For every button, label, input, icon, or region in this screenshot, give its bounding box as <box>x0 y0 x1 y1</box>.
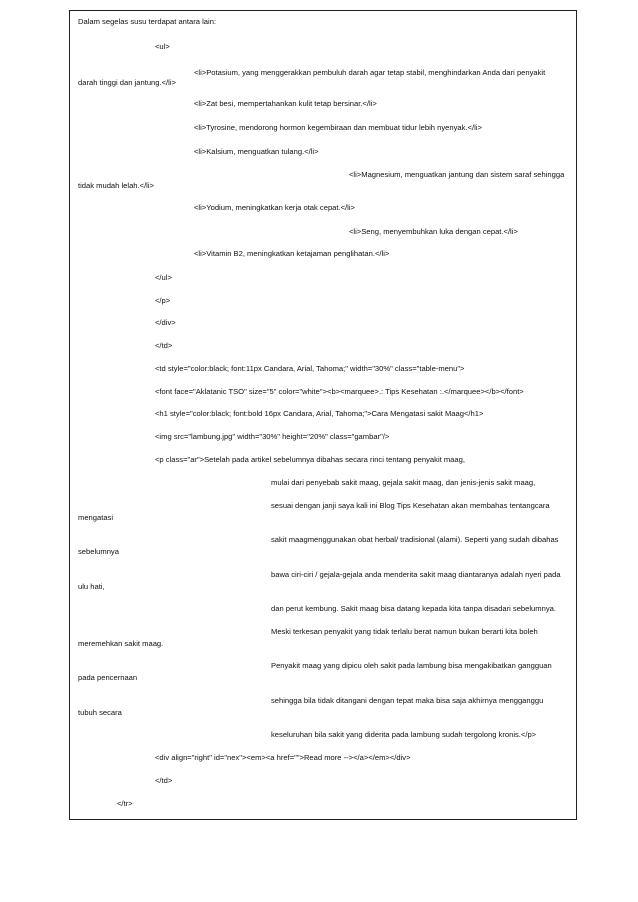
text-line: </tr> <box>117 799 133 808</box>
text-line: <li>Tyrosine, mendorong hormon kegembiraan dan membuat tidur lebih nyenyak.</li> <box>194 123 482 132</box>
text-line: </p> <box>155 296 171 305</box>
text-line: </div> <box>155 318 176 327</box>
text-line: dan perut kembung. Sakit maag bisa datang kepada kita tanpa disadari sebelumnya. <box>271 604 556 613</box>
text-line: <img src="lambung.jpg" width="30%" height="20%" class="gambar"/> <box>155 432 390 441</box>
text-line: <h1 style="color:black; font:bold 16px Candara, Arial, Tahoma;">Cara Mengatasi sakit Maag</h1> <box>155 409 484 418</box>
text-line: <font face="Aklatanic TSO" size="5" color="white"><b><marquee>.: Tips Kesehatan :.</marquee></b></font> <box>155 387 524 396</box>
text-line: <li>Yodium, meningkatkan kerja otak cepat.</li> <box>194 203 355 212</box>
text-line: tidak mudah lelah.</li> <box>78 181 154 190</box>
text-line: sakit maagmenggunakan obat herbal/ tradisional (alami). Seperti yang sudah dibahas <box>271 535 559 544</box>
text-line: <li>Magnesium, menguatkan jantung dan sistem saraf sehingga <box>349 170 565 179</box>
text-line: <li>Zat besi, mempertahankan kulit tetap bersinar.</li> <box>194 99 377 108</box>
text-line: darah tinggi dan jantung.</li> <box>78 78 176 87</box>
text-line: meremehkan sakit maag. <box>78 639 164 648</box>
text-line: ulu hati, <box>78 582 105 591</box>
text-line: mulai dari penyebab sakit maag, gejala sakit maag, dan jenis-jenis sakit maag, <box>271 478 536 487</box>
text-line: sehingga bila tidak ditangani dengan tepat maka bisa saja akhirnya mengganggu <box>271 696 544 705</box>
text-line: pada pencernaan <box>78 673 138 682</box>
text-line: Penyakit maag yang dipicu oleh sakit pada lambung bisa mengakibatkan gangguan <box>271 661 552 670</box>
text-line: <td style="color:black; font:11px Candara, Arial, Tahoma;" width="30%" class="table-menu"> <box>155 364 465 373</box>
text-line: <li>Kalsium, menguatkan tulang.</li> <box>194 147 319 156</box>
text-line: <li>Seng, menyembuhkan luka dengan cepat.</li> <box>349 227 518 236</box>
text-line: bawa ciri-ciri / gejala-gejala anda menderita sakit maag diantaranya adalah nyeri pada <box>271 570 561 579</box>
text-line: Dalam segelas susu terdapat antara lain: <box>78 17 217 26</box>
text-line: <li>Vitamin B2, meningkatkan ketajaman penglihatan.</li> <box>194 249 390 258</box>
text-line: <div align="right" id="nex"><em><a href="">Read more --></a></em></div> <box>155 753 411 762</box>
text-line: <li>Potasium, yang menggerakkan pembuluh darah agar tetap stabil, menghindarkan Anda dari penyakit <box>194 68 546 77</box>
text-line: sebelumnya <box>78 547 119 556</box>
text-line: <p class="ar">Setelah pada artikel sebelumnya dibahas secara rinci tentang penyakit maag, <box>155 455 465 464</box>
text-line: keseluruhan bila sakit yang diderita pada lambung sudah tergolong kronis.</p> <box>271 730 537 739</box>
text-line: tubuh secara <box>78 708 122 717</box>
text-line: </td> <box>155 341 173 350</box>
text-line: Meski terkesan penyakit yang tidak terlalu berat namun bukan berarti kita boleh <box>271 627 538 636</box>
text-line: </ul> <box>155 273 172 282</box>
text-line: </td> <box>155 776 173 785</box>
text-line: sesuai dengan janji saya kali ini Blog Tips Kesehatan akan membahas tentangcara <box>271 501 550 510</box>
text-line: <ul> <box>155 42 170 51</box>
text-line: mengatasi <box>78 513 114 522</box>
